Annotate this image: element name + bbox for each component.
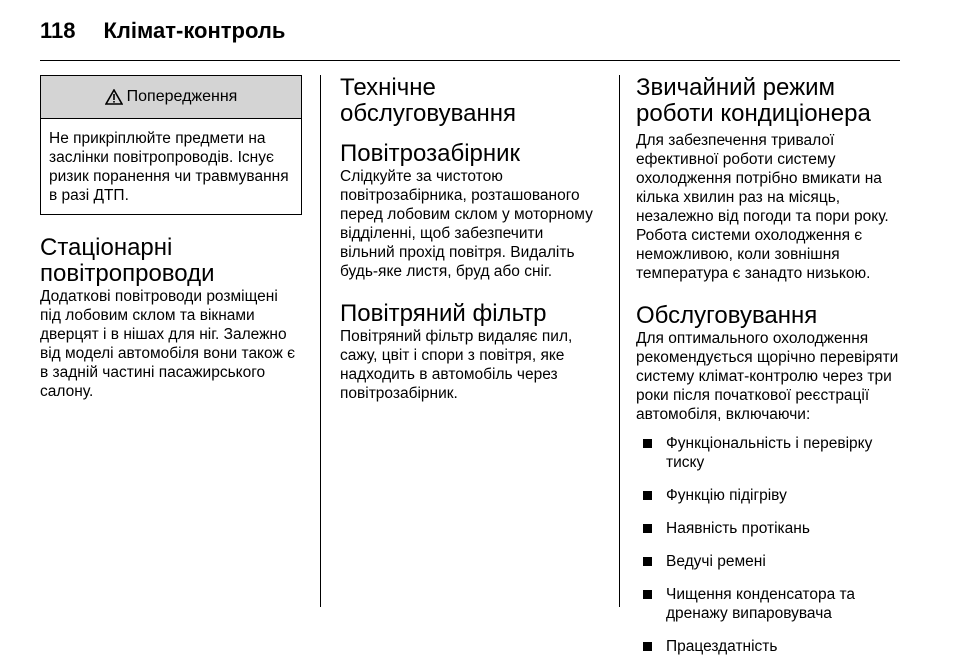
warning-title: Попередження [126,88,238,105]
section-title: Клімат-контроль [103,18,286,43]
air-intake-text: Слідкуйте за чистотою повітрозабірника, розташованого перед лобовим склом у моторному відділенні, щоб забезпечити вільний прохід повітря. Видаліть будь-яке листя, бруд або сніг. [340,168,593,280]
bullet-icon [643,590,652,599]
list-item: Працездатність [636,637,908,656]
column-1 [40,75,302,401]
page-number: 118 [40,18,76,43]
service-text: Для оптимального охолодження рекомендується щорічно перевіряти систему клімат-контролю через три роки після початкової реєстрації автомобіля, включаючи: [636,330,899,423]
list-item: Функцію підігріву [636,486,908,505]
column-divider-1 [320,75,321,607]
service-checklist [636,434,908,656]
warning-triangle-icon [105,89,123,105]
column-divider-2 [619,75,620,607]
bullet-icon [643,524,652,533]
column-2 [340,75,602,403]
heading-ac-operation: Звичайний режим роботи кондиціонера [636,74,871,127]
list-item: Функціональність і перевірку тиску [636,434,908,472]
heading-air-intake: Повітрозабірник [340,140,521,167]
page-header [40,18,285,44]
heading-fixed-vents: Стаціонарні повітропроводи [40,234,215,287]
ac-operation-text: Для забезпечення тривалої ефективної роботи систему охолодження потрібно вмикати на кілька хвилин раз на місяць, незалежно від погоди та пори року. Робота системи охолодження є неможливою, коли зовнішня температура є занадто низькою. [636,132,889,282]
warning-header [41,76,301,119]
bullet-icon [643,439,652,448]
bullet-icon [643,491,652,500]
heading-air-filter: Повітряний фільтр [340,300,547,327]
header-divider [40,60,900,61]
heading-maintenance: Технічне обслуговування [340,74,516,127]
fixed-vents-text: Додаткові повітроводи розміщені під лобовим склом та вікнами дверцят і в нішах для ніг. Залежно від моделі автомобіля вони також є в задній частині пасажирського салону. [40,288,296,400]
column-3 [636,75,908,670]
warning-box [40,75,302,215]
list-item: Наявність протікань [636,519,908,538]
heading-service: Обслуговування [636,302,818,329]
bullet-icon [643,557,652,566]
warning-text: Не прикріплюйте предмети на заслінки повітропроводів. Існує ризик поранення чи травмування в разі ДТП. [49,130,289,204]
bullet-icon [643,642,652,651]
air-filter-text: Повітряний фільтр видаляє пил, сажу, цвіт і спори з повітря, яке надходить в автомобіль через повітрозабірник. [340,328,573,402]
list-item: Чищення конденсатора та дренажу випаровувача [636,585,908,623]
list-item: Ведучі ремені [636,552,908,571]
